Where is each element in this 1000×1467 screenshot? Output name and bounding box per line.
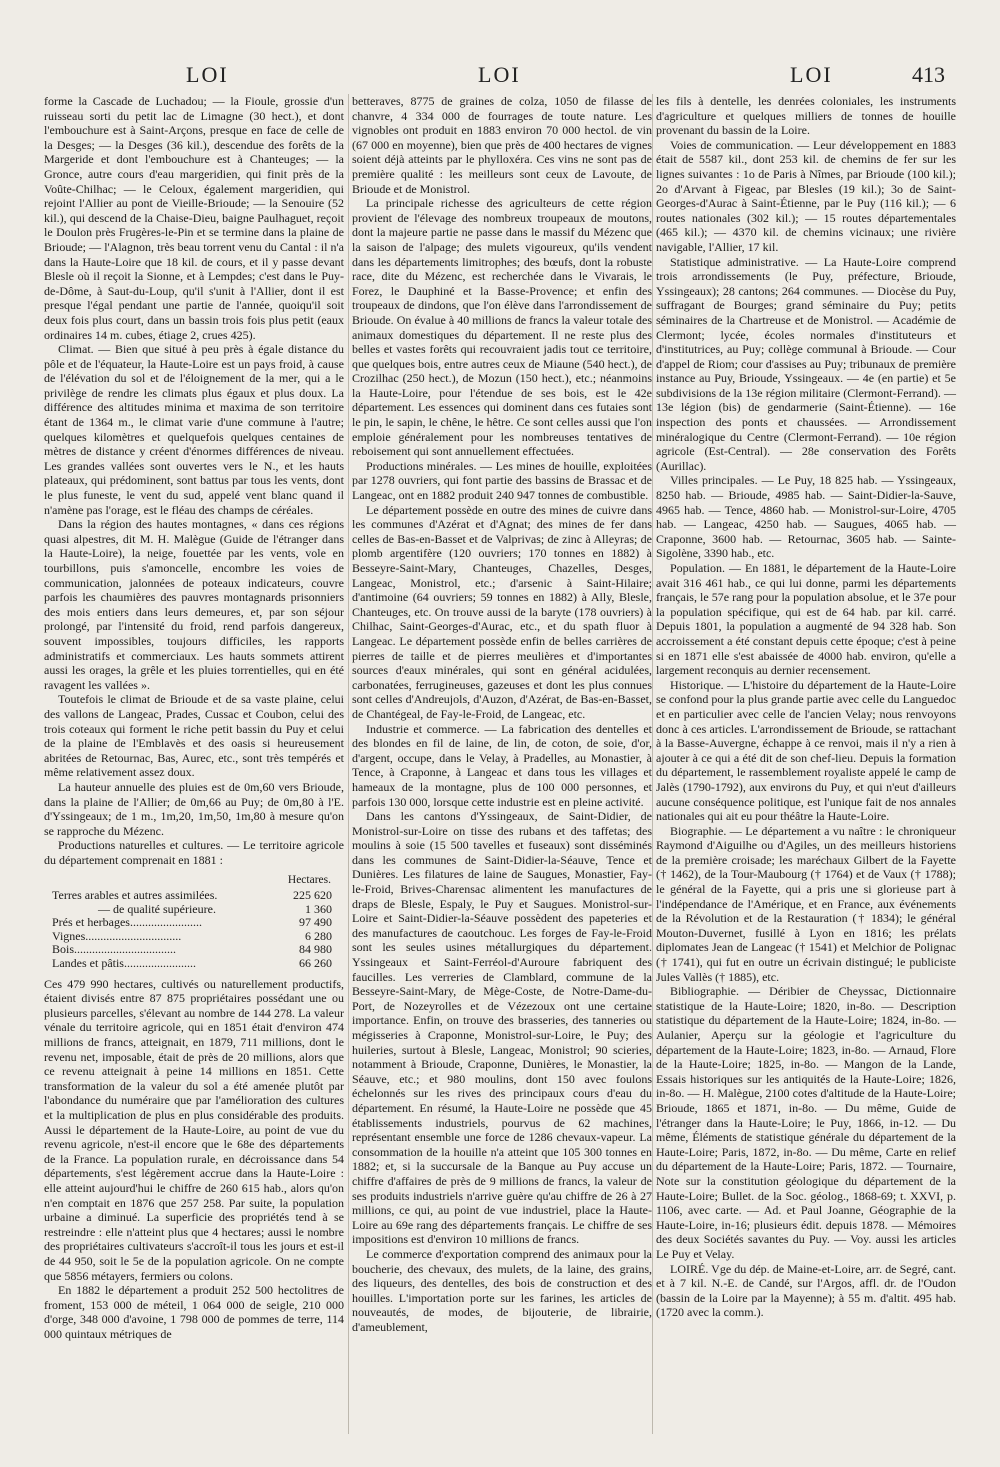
paragraph-historique: Historique. — L'histoire du département de la Haute-Loire se confond pour la plus grande partie avec celle du Languedoc et en particulier avec celle de l'ancien Velay; nous renvoyons donc à ces articles. L'arrondissement de Brioude, se rattachant à la Basse-Auvergne, échappe à ce renvoi, mais il n'y a rien à ajouter à ce qui a été dit de son chef-lieu. Depuis la formation du département, le rassemblement royaliste appelé le camp de Jalès (1790-1792), aux environs du Puy, et qui n'eut d'ailleurs aucune conséquence politique, est l'unique fait de nos annales nationales qui ait eu pour théâtre la Haute-Loire. — [656, 677, 956, 824]
table-row: Landes et pâtis........................ 66 260 — [52, 956, 332, 971]
paragraph-valeur-territoire: Ces 479 990 hectares, cultivés ou naturellement productifs, étaient divisés entre 87 875 propriétaires possédant une ou plusieurs parcelles, s'élevant au nombre de 144 278. La valeur vénale du territoire agricole, qui en 1851 était d'environ 474 millions de francs, atteignait, en 1879, 711 millions, dont le revenu net, imposable, était de près de 20 millions, alors que ce revenu atteignait à peine 14 millions en 1851. Cette transformation de la valeur du sol a été amenée plutôt par l'abondance du numéraire que par l'amélioration des cultures et la multiplication de plus en plus considérable des produits. Aussi le département de la Haute-Loire, au point de vue du revenu agricole, n'est-il encore que le 68e des départements de la France. La population rurale, en décroissance dans 54 départements, s'est légèrement accrue dans la Haute-Loire : elle atteint aujourd'hui le chiffre de 260 615 hab., alors qu'on n'en comptait en 1876 que 257 258. Par suite, la population urbaine a diminué. La superficie des propriétés tend à se restreindre : elle n'atteint plus que 4 hectares; aussi le nombre des propriétaires cultivateurs s'accroît-il tous les jours et est-il de 44 950, soit le 5e de la population agricole. On ne compte que 5856 métayers, fermiers ou colons. — [44, 976, 344, 1283]
paragraph-recoltes-1882: En 1882 le département a produit 252 500 hectolitres de froment, 153 000 de méteil, 1 064 000 de seigle, 210 000 d'orge, 348 000 d'avoine, 1 798 000 de pommes de terre, 114 000 quintaux métriques de — [44, 1283, 344, 1341]
page-number: 413 — [912, 62, 945, 87]
table-row: — de qualité supérieure. 1 360 — [98, 901, 332, 916]
paragraph-rivers: forme la Cascade de Luchadou; — la Fioule, grossie d'un ruisseau sorti du petit lac de Limagne (30 hect.), et dont l'embouchure est à Saint-Arçons, presque en face de celle de la Desges; — la Desges (36 kil.), descendue des forêts de la Margeride et dont l'embouchure est à Chanteuges; — la Gronce, autre cours d'eau margeridien, qui finit près de la Voûte-Chilhac; — le Celoux, également margeridien, qui rejoint l'Allier au pont de Vieille-Brioude; — la Senouire (52 kil.), qui descend de la Chaise-Dieu, baigne Paulhaguet, reçoit le Doulon près Frugères-le-Pin et se termine dans la plaine de Brioude; — l'Alagnon, très beau torrent venu du Cantal : il n'a dans la Haute-Loire que 18 kil. de cours, et il y passe devant Blesle où il reçoit la Sionne, et à Lempdes; c'est dans le Puy-de-Dôme, à Saut-du-Loup, qu'il s'unit à l'Allier, dont il est presque l'égal pendant une partie de l'année, quoiqu'il soit deux fois plus court, dans un bassin trois fois plus petit (eaux ordinaires 14 m. cubes, étiage 2, crues 425). — [44, 94, 344, 342]
paragraph-mines: Le département possède en outre des mines de cuivre dans les communes d'Azérat et d'Agnat; des mines de fer dans celles de Bas-en-Basset et de Valprivas; de zinc à Alleyras; de plomb argentifère (120 ouvriers; 170 tonnes en 1882) à Besseyre-Saint-Mary, Chanteuges, Chazelles, Desges, Langeac, Monistrol, etc.; d'arsenic à Saint-Hilaire; d'antimoine (64 ouvriers; 59 tonnes en 1882) à Ally, Blesle, Chanteuges, etc. On trouve aussi de la baryte (178 ouvriers) à Chilhac, Saint-Georges-d'Aurac, etc., et du spath fluor à Langeac. Le département possède enfin de belles carrières de pierres de taille et de pierres meulières et d'importantes sources d'eaux minérales, qui sont en général acidulées, carbonatées, ferrugineuses, gazeuses et dont les plus connues sont celles d'Andreujols, d'Auzon, d'Azérat, de Bas-en-Basset, de Chantégeal, de Fay-le-Froid, de Langeac, etc. — [352, 502, 652, 721]
paragraph-importation-suite: les fils à dentelle, les denrées coloniales, les instruments d'agriculture et quelques milliers de tonnes de houille provenant du bassin de la Loire. — [656, 94, 956, 138]
running-head-left: LOI — [186, 62, 229, 87]
agricultural-land-table — [52, 873, 332, 970]
paragraph-commerce: Le commerce d'exportation comprend des animaux pour la boucherie, des chevaux, des mulets, de la laine, des grains, des liqueurs, des dentelles, des bois de construction et des houilles. L'importation porte sur les farines, les articles de nouveautés, de modes, de bijouterie, de librairie, d'ameublement, — [352, 1246, 652, 1334]
paragraph-climat-vallees: Toutefois le climat de Brioude et de sa vaste plaine, celui des vallons de Langeac, Prades, Cussac et Coubon, celui des trois coteaux qui forment le riche petit bassin du Puy et celui de la plaine de l'Emblavès et des oasis si heureusement abritées de Retournac, Bas, Aurec, etc., sont très tempérés et même relativement assez doux. — [44, 692, 344, 780]
table-unit-header: Hectares. — [287, 874, 331, 887]
column-3 — [656, 94, 956, 1320]
paragraph-pluies: La hauteur annuelle des pluies est de 0m,60 vers Brioude, dans la plaine de l'Allier; de 0m,66 au Puy; de 0m,80 à l'E. d'Yssingeaux; de 1 m., 1m,20, 1m,50, 1m,80 à mesure qu'on se rapproche du Mézenc. — [44, 779, 344, 838]
paragraph-climat: Climat. — Bien que situé à peu près à égale distance du pôle et de l'équateur, la Haute-Loire est un pays froid, à cause de l'élévation du sol et de l'éloignement de la mer, qui a le privilège de rendre les climats plus égaux et plus doux. La différence des altitudes minima et maxima de son territoire étant de 1364 m., le climat varie d'une commune à l'autre; quelques kilomètres et quelquefois quelques centaines de mètres de distance y créent d'énormes différences de niveau. Les grandes vallées sont ouvertes vers le N., et les hauts plateaux, qui prédominent, sont battus par tous les vents, dont le plus funeste, le vent du sud, appelé vent blanc quand il n'amène pas l'orage, est le fléau des champs de céréales. — [44, 342, 344, 517]
paragraph-bibliographie: Bibliographie. — Déribier de Cheyssac, Dictionnaire statistique de la Haute-Loire; 1820, in-8o. — Description statistique du département de la Haute-Loire; 1824, in-8o. — Aulanier, Aperçu sur la géologie et l'agriculture du département de la Haute-Loire; 1823, in-8o. — Arnaud, Flore de la Haute-Loire; 1825, in-8o. — Mangon de la Lande, Essais historiques sur les antiquités de la Haute-Loire; 1826, in-8o. — H. Malègue, 2100 cotes d'altitude de la Haute-Loire; Brioude, 1865 et 1871, in-8o. — Du même, Guide de l'étranger dans la Haute-Loire; le Puy, 1866, in-12. — Du même, Éléments de statistique générale du département de la Haute-Loire; Paris, 1872, in-8o. — Du même, Carte en relief du département de la Haute-Loire; Paris, 1872. — Tournaire, Note sur la constitution géologique du département de la Haute-Loire; Bullet. de la Soc. géolog., 1868-69; t. XXVI, p. 1106, avec carte. — Ad. et Paul Joanne, Géographie de la Haute-Loire, in-16; plusieurs édit. depuis 1878. — Mémoires des deux Sociétés savantes du Puy. — Voy. aussi les articles Le Puy et Velay. — [656, 984, 956, 1261]
paragraph-population: Population. — En 1881, le département de la Haute-Loire avait 316 461 hab., ce qui lui donne, parmi les départements français, le 57e rang pour la population absolue, et le 37e pour la population spécifique, qui est de 64 hab. par kil. carré. Depuis 1801, la population a augmenté de 94 328 hab. Son accroissement a été constant depuis cette époque; c'est à peine si en 1871 elle s'est abaissée de 4000 hab. environ, qu'elle a largement reconquis au dernier recensement. — [656, 561, 956, 678]
paragraph-statistique-administrative: Statistique administrative. — La Haute-Loire comprend trois arrondissements (le Puy, préfecture, Brioude, Yssingeaux); 28 cantons; 264 communes. — Diocèse du Puy, suffragant de Bourges; grand séminaire du Puy; petits séminaires de la Chartreuse et de Monistrol. — Académie de Clermont; lycée, écoles normales d'instituteurs et d'institutrices, au Puy; collège communal à Brioude. — Cour d'appel de Riom; cour d'assises au Puy; tribunaux de première instance au Puy, Brioude, Yssingeaux. — 4e (en partie) et 5e subdivisions de la 13e région militaire (Clermont-Ferrand). — 13e légion (bis) de gendarmerie (Saint-Étienne). — 16e inspection des ponts et chaussées. — Arrondissement minéralogique du Centre (Clermont-Ferrand). — 10e région agricole (Est-Central). — 28e conservation des Forêts (Aurillac). — [656, 254, 956, 473]
column-rule-1 — [348, 94, 349, 1434]
paragraph-productions-naturelles: Productions naturelles et cultures. — Le territoire agricole du département comprenait en 1881 : — [44, 838, 344, 867]
paragraph-industrie: Industrie et commerce. — La fabrication des dentelles et des blondes en fil de laine, de lin, de coton, de soie, d'or, d'argent, occupe, dans le Velay, à Pradelles, au Monastier, à Tence, à Craponne, à Langeac et dans tous les villages et hameaux de la montagne, plus de 100 000 personnes, et parfois 130 000, lorsque cette industrie est en pleine activité. — [352, 721, 652, 809]
running-head-right: LOI — [790, 62, 833, 87]
paragraph-voies-communication: Voies de communication. — Leur développement en 1883 était de 5587 kil., dont 253 kil. de chemins de fer sur les lignes suivantes : 1o de Paris à Nîmes, par Brioude (100 kil.); 2o d'Arvant à Figeac, par Blesles (19 kil.); 3o de Saint-Georges-d'Aurac à Saint-Étienne, par le Puy (116 kil.); — 6 routes nationales (302 kil.); — 15 routes départementales (465 kil.); — 4370 kil. de chemins vicinaux; une rivière navigable, l'Allier, 17 kil. — [656, 137, 956, 254]
running-head-center: LOI — [478, 62, 521, 87]
table-row: Prés et herbages........................ 97 490 — [52, 915, 332, 930]
paragraph-biographie: Biographie. — Le département a vu naître : le chroniqueur Raymond d'Aiguilhe ou d'Agiles, un des meilleurs historiens de la première croisade; les maréchaux Gilbert de la Fayette († 1462), de la Tour-Maubourg († 1764) et de Vaux († 1788); le général de la Fayette, qui a pris une si glorieuse part à l'indépendance de l'Amérique, et en France, aux événements de la Révolution et de la Restauration († 1834); le général Mouton-Duvernet, fusillé à Lyon en 1816; les prélats diplomates Jean de Langeac († 1541) et Melchior de Polignac († 1741), qui fut en outre un écrivain distingué; le publiciste Jules Vallès († 1885), etc. — [656, 823, 956, 984]
column-1 — [44, 94, 344, 1341]
paragraph-betteraves: betteraves, 8775 de graines de colza, 1050 de filasse de chanvre, 4 334 000 de fourrages de toute nature. Les vignobles ont produit en 1883 environ 70 000 hectol. de vin (67 000 en moyenne), bien que près de 400 hectares de vignes soient déjà atteints par le phylloxéra. Ces vins ne sont pas de première qualité : les meilleurs sont ceux de Lavoute, de Brioude et de Monistrol. — [352, 94, 652, 196]
paragraph-elevage: La principale richesse des agriculteurs de cette région provient de l'élevage des nombreux troupeaux de moutons, dont la majeure partie ne passe dans le massif du Mézenc que la saison de l'alpage; des mulets vigoureux, qu'ils vendent dans les départements limitrophes; des bœufs, dont la robuste race, dite du Mézenc, est recherchée dans le Vivarais, le Forez, le Dauphiné et la Basse-Provence; et enfin des troupeaux de dindons, que l'on élève dans l'arrondissement de Brioude. On évalue à 40 millions de francs la valeur totale des animaux domestiques du département. Il ne reste plus des belles et vastes forêts qui recouvraient jadis tout ce territoire, que quelques bois, entre autres ceux de Miaune (540 hect.), de Crozilhac (250 hect.), de Mozun (150 hect.), etc.; néanmoins la Haute-Loire, pour l'étendue de ses bois, est le 42e département. Les essences qui dominent dans ces futaies sont le pin, le sapin, le chêne, le hêtre. Ce sont celles aussi que l'on emploie généralement pour les nombreuses tentatives de reboisement qui sont annuellement effectuées. — [352, 196, 652, 459]
paragraph-productions-minerales: Productions minérales. — Les mines de houille, exploitées par 1278 ouvriers, qui font partie des bassins de Brassac et de Langeac, ont en 1882 produit 240 947 tonnes de combustible. — [352, 458, 652, 503]
column-2 — [352, 94, 652, 1334]
entry-loire: LOIRÉ. Vge du dép. de Maine-et-Loire, arr. de Segré, cant. et à 7 kil. N.-E. de Candé, sur l'Argos, affl. dr. de l'Oudon (bassin de la Loire par la Mayenne); à 55 m. d'altit. 495 hab. (1720 avec la comm.). — [656, 1261, 956, 1320]
paragraph-villes-principales: Villes principales. — Le Puy, 18 825 hab. — Yssingeaux, 8250 hab. — Brioude, 4985 hab. — Saint-Didier-la-Sauve, 4965 hab. — Tence, 4860 hab. — Monistrol-sur-Loire, 4705 hab. — Langeac, 4250 hab. — Saugues, 4065 hab. — Craponne, 3600 hab. — Retournac, 3605 hab. — Sainte-Sigolène, 3390 hab., etc. — [656, 473, 956, 561]
table-row: Bois.................................. 84 980 — [52, 942, 332, 957]
table-row: Terres arables et autres assimilées. 225 620 — [52, 888, 332, 903]
paragraph-cantons: Dans les cantons d'Yssingeaux, de Saint-Didier, de Monistrol-sur-Loire on tisse des rubans et des taffetas; des moulins à soie (15 500 tavelles et fuseaux) sont disséminés dans les communes de Saint-Didier-la-Séauve, Tence et Dunières. Les filatures de laine de Saugues, Monastier, Fay-le-Froid, Brives-Charensac alimentent les manufactures de draps de Blesle, Espaly, le Puy et Saugues. Monistrol-sur-Loire et Saint-Didier-la-Séauve possèdent des papeteries et des manufactures de caoutchouc. Les forges de Fay-le-Froid sont les seules usines métallurgiques du département. Yssingeaux et Saint-Ferréol-d'Auroure fabriquent des faucilles. Les verreries de Clamblard, commune de la Besseyre-Saint-Mary, de Mège-Coste, de Notre-Dame-du-Port, de Nozeyrolles et de Vézezoux ont une certaine importance. Enfin, on trouve des brasseries, des tanneries ou mégisseries à Craponne, Monistrol-sur-Loire, le Puy; des huileries, surtout à Blesle, Langeac, Monistrol; 90 scieries, notamment à Brioude, Craponne, Dunières, le Monastier, la Séauve, etc.; et 980 moulins, dont 150 avec foulons échelonnés sur les rives des principaux cours d'eau du département. En résumé, la Haute-Loire ne possède que 45 établissements industriels, pourvus de 62 machines, représentant ensemble une force de 1286 chevaux-vapeur. La consommation de la houille n'a atteint que 105 300 tonnes en 1882; et, si la succursale de la Banque au Puy accuse un chiffre d'affaires de près de 9 millions de francs, la valeur de ses produits industriels n'arrive guère qu'au chiffre de 26 à 27 millions, ce qui, au point de vue industriel, place la Haute-Loire au 69e rang des départements français. Le chiffre de ses impositions est d'environ 10 millions de francs. — [352, 809, 652, 1247]
paragraph-montagnes: Dans la région des hautes montagnes, « dans ces régions quasi alpestres, dit M. H. Malègue (Guide de l'étranger dans la Haute-Loire), la neige, fouettée par les vents, vole en tourbillons, puis s'amoncelle, encombre les voies de communication, jalonnées de poteaux indicateurs, couvre parfois les chaumières des pauvres montagnards prisonniers des mois entiers dans leurs demeures, et, par son séjour prolongé, par l'intensité du froid, rend parfois dangereux, souvent impossibles, toujours difficiles, les rapports administratifs et commerciaux. Les hauts sommets attirent aussi les orages, la grêle et les pluies torrentielles, qui en été ravagent les vallées ». — [44, 517, 344, 692]
column-rule-2 — [652, 94, 653, 1434]
table-row: Vignes................................ 6 280 — [52, 928, 332, 943]
